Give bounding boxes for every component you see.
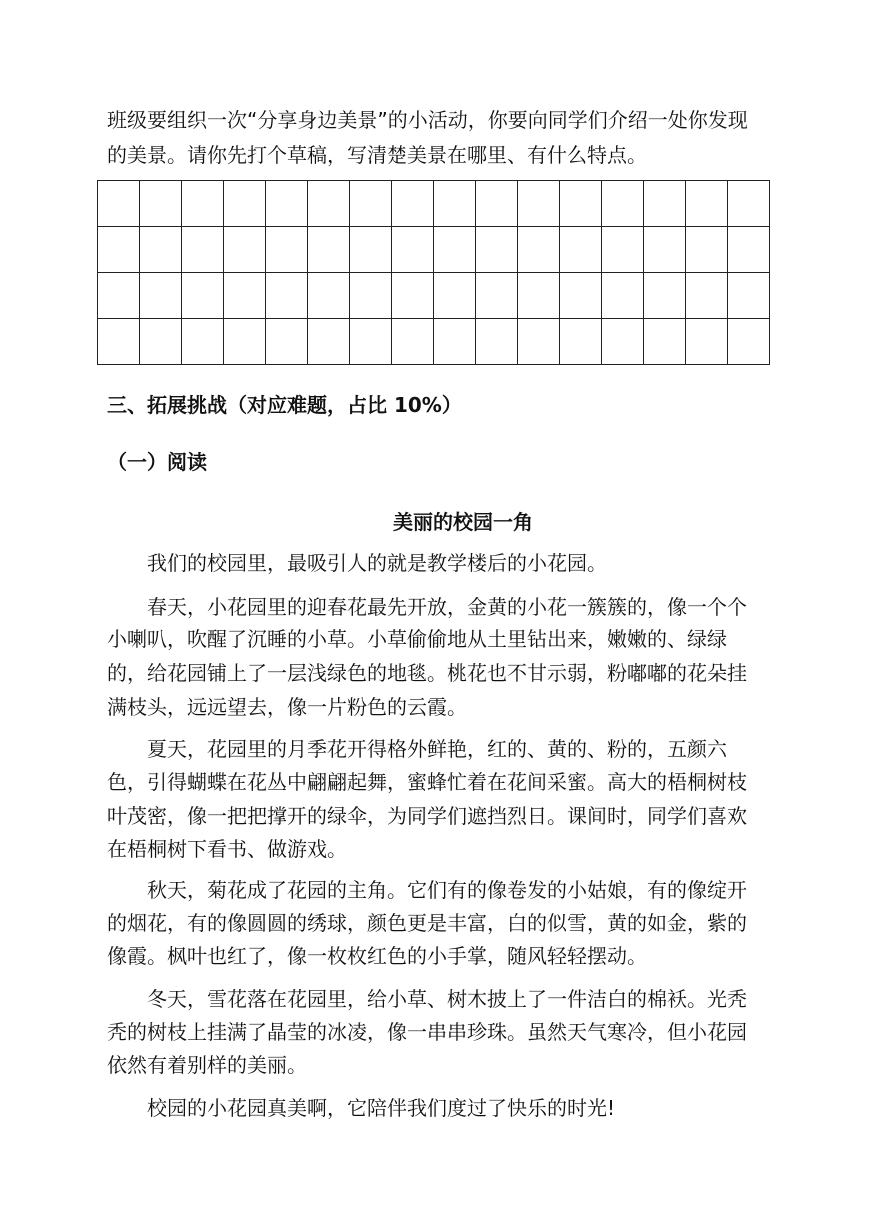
article-line: 秃的树枝上挂满了晶莹的冰凌，像一串串珍珠。虽然天气寒冷，但小花园 bbox=[107, 1020, 747, 1044]
grid-cell[interactable] bbox=[266, 181, 308, 227]
grid-cell[interactable] bbox=[98, 319, 140, 365]
grid-cell[interactable] bbox=[98, 181, 140, 227]
grid-cell[interactable] bbox=[182, 227, 224, 273]
article-line: 校园的小花园真美啊，它陪伴我们度过了快乐的时光! bbox=[147, 1096, 616, 1120]
grid-cell[interactable] bbox=[728, 273, 770, 319]
grid-cell[interactable] bbox=[560, 273, 602, 319]
grid-cell[interactable] bbox=[518, 227, 560, 273]
article-line: 的，给花园铺上了一层浅绿色的地毯。桃花也不甘示弱，粉嘟嘟的花朵挂 bbox=[107, 661, 747, 685]
grid-cell[interactable] bbox=[224, 227, 266, 273]
grid-row bbox=[98, 181, 770, 227]
grid-cell[interactable] bbox=[644, 181, 686, 227]
grid-cell[interactable] bbox=[560, 319, 602, 365]
grid-cell[interactable] bbox=[518, 273, 560, 319]
grid-cell[interactable] bbox=[140, 227, 182, 273]
grid-cell[interactable] bbox=[686, 181, 728, 227]
grid-cell[interactable] bbox=[686, 273, 728, 319]
grid-cell[interactable] bbox=[686, 227, 728, 273]
grid-cell[interactable] bbox=[686, 319, 728, 365]
grid-cell[interactable] bbox=[602, 227, 644, 273]
grid-cell[interactable] bbox=[728, 181, 770, 227]
grid-cell[interactable] bbox=[308, 319, 350, 365]
grid-cell[interactable] bbox=[476, 181, 518, 227]
grid-cell[interactable] bbox=[476, 227, 518, 273]
grid-cell[interactable] bbox=[392, 319, 434, 365]
grid-cell[interactable] bbox=[266, 273, 308, 319]
grid-cell[interactable] bbox=[392, 273, 434, 319]
grid-cell[interactable] bbox=[434, 181, 476, 227]
grid-cell[interactable] bbox=[728, 319, 770, 365]
grid-cell[interactable] bbox=[224, 319, 266, 365]
grid-cell[interactable] bbox=[308, 227, 350, 273]
article-line: 的烟花，有的像圆圆的绣球，颜色更是丰富，白的似雪，黄的如金，紫的 bbox=[107, 911, 747, 935]
article-line: 满枝头，远远望去，像一片粉色的云霞。 bbox=[107, 695, 467, 719]
article-line: 色，引得蝴蝶在花丛中翩翩起舞，蜜蜂忙着在花间采蜜。高大的梧桐树枝 bbox=[107, 770, 747, 794]
article-line: 秋天，菊花成了花园的主角。它们有的像卷发的小姑娘，有的像绽开 bbox=[147, 878, 747, 902]
grid-cell[interactable] bbox=[518, 181, 560, 227]
writing-grid[interactable] bbox=[97, 180, 770, 365]
grid-cell[interactable] bbox=[224, 273, 266, 319]
article-line: 夏天，花园里的月季花开得格外鲜艳，红的、黄的、粉的，五颜六 bbox=[147, 737, 727, 761]
grid-cell[interactable] bbox=[602, 181, 644, 227]
grid-cell[interactable] bbox=[518, 319, 560, 365]
grid-cell[interactable] bbox=[140, 181, 182, 227]
grid-cell[interactable] bbox=[560, 181, 602, 227]
grid-row bbox=[98, 319, 770, 365]
article-line: 冬天，雪花落在花园里，给小草、树木披上了一件洁白的棉袄。光秃 bbox=[147, 987, 747, 1011]
article-line: 依然有着别样的美丽。 bbox=[107, 1053, 307, 1077]
grid-cell[interactable] bbox=[98, 227, 140, 273]
grid-cell[interactable] bbox=[602, 319, 644, 365]
grid-cell[interactable] bbox=[476, 273, 518, 319]
grid-cell[interactable] bbox=[350, 273, 392, 319]
grid-cell[interactable] bbox=[98, 273, 140, 319]
grid-cell[interactable] bbox=[434, 319, 476, 365]
article-line: 春天，小花园里的迎春花最先开放，金黄的小花一簇簇的，像一个个 bbox=[147, 595, 747, 619]
grid-cell[interactable] bbox=[728, 227, 770, 273]
article-line: 像霞。枫叶也红了，像一枚枚红色的小手掌，随风轻轻摆动。 bbox=[107, 944, 647, 968]
grid-cell[interactable] bbox=[392, 227, 434, 273]
grid-cell[interactable] bbox=[644, 319, 686, 365]
grid-cell[interactable] bbox=[644, 227, 686, 273]
grid-cell[interactable] bbox=[434, 273, 476, 319]
subsection-heading: （一）阅读 bbox=[107, 450, 207, 474]
grid-cell[interactable] bbox=[140, 319, 182, 365]
grid-cell[interactable] bbox=[308, 273, 350, 319]
grid-row bbox=[98, 227, 770, 273]
grid-cell[interactable] bbox=[182, 273, 224, 319]
grid-cell[interactable] bbox=[434, 227, 476, 273]
grid-cell[interactable] bbox=[140, 273, 182, 319]
grid-cell[interactable] bbox=[308, 181, 350, 227]
grid-cell[interactable] bbox=[602, 273, 644, 319]
article-line: 小喇叭，吹醒了沉睡的小草。小草偷偷地从土里钻出来，嫩嫩的、绿绿 bbox=[107, 627, 727, 651]
grid-cell[interactable] bbox=[224, 181, 266, 227]
grid-cell[interactable] bbox=[392, 181, 434, 227]
grid-cell[interactable] bbox=[266, 319, 308, 365]
grid-cell[interactable] bbox=[350, 227, 392, 273]
grid-row bbox=[98, 273, 770, 319]
grid-cell[interactable] bbox=[350, 319, 392, 365]
grid-cell[interactable] bbox=[476, 319, 518, 365]
section-heading: 三、拓展挑战（对应难题，占比 10%） bbox=[107, 393, 462, 417]
article-line: 我们的校园里，最吸引人的就是教学楼后的小花园。 bbox=[147, 551, 607, 575]
grid-cell[interactable] bbox=[182, 181, 224, 227]
grid-cell[interactable] bbox=[182, 319, 224, 365]
article-title: 美丽的校园一角 bbox=[393, 510, 533, 534]
grid-cell[interactable] bbox=[350, 181, 392, 227]
prompt-line-1: 班级要组织一次“分享身边美景”的小活动，你要向同学们介绍一处你发现 bbox=[107, 108, 748, 132]
grid-cell[interactable] bbox=[644, 273, 686, 319]
article-line: 在梧桐树下看书、做游戏。 bbox=[107, 837, 347, 861]
prompt-line-2: 的美景。请你先打个草稿，写清楚美景在哪里、有什么特点。 bbox=[107, 143, 647, 167]
article-line: 叶茂密，像一把把撑开的绿伞，为同学们遮挡烈日。课间时，同学们喜欢 bbox=[107, 804, 747, 828]
grid-cell[interactable] bbox=[266, 227, 308, 273]
grid-cell[interactable] bbox=[560, 227, 602, 273]
